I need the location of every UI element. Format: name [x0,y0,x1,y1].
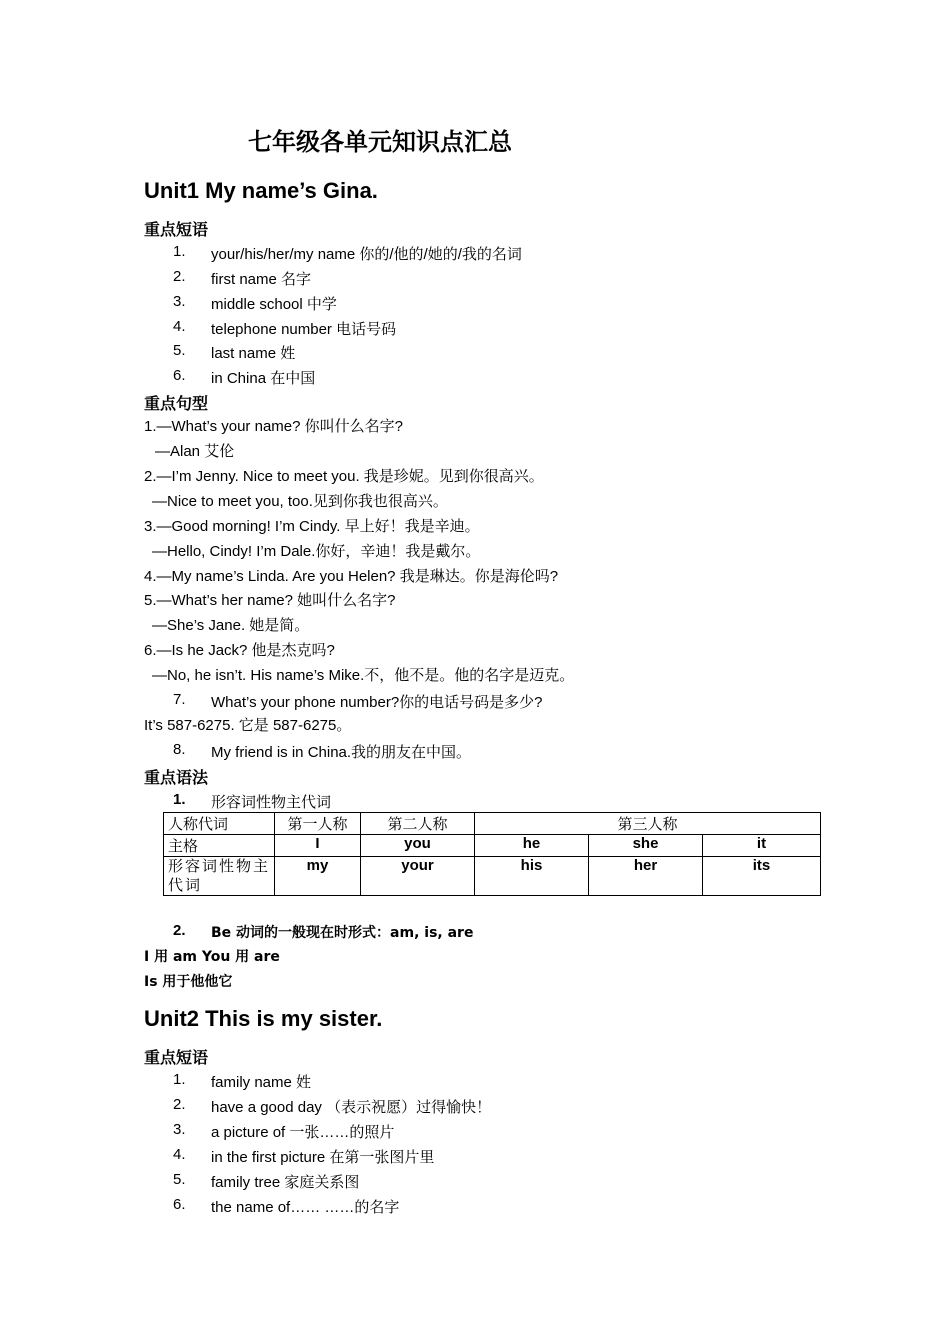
list-number: 1. [173,791,186,808]
table-cell: its [703,857,821,896]
list-number: 4. [173,1146,186,1163]
table-cell: she [589,835,703,857]
list-number: 3. [173,293,186,310]
list-text: family name 姓 [211,1074,312,1091]
table-cell: it [703,835,821,857]
table-cell: I [275,835,361,857]
table-cell: you [361,835,475,857]
list-text: your/his/her/my name 你的/他的/她的/我的名词 [211,246,522,263]
table-cell: he [475,835,589,857]
sentence-line: 1.—What’s your name? 你叫什么名字? [144,418,403,435]
sentence-line: It’s 587-6275. 它是 587-6275。 [144,717,352,734]
pronoun-table [163,812,821,896]
list-text: in the first picture 在第一张图片里 [211,1149,435,1166]
list-text: What’s your phone number?你的电话号码是多少? [211,694,543,711]
list-text: in China 在中国 [211,370,316,387]
sentence-line: 3.—Good morning! I’m Cindy. 早上好！我是辛迪。 [144,518,480,535]
sentence-line: 5.—What’s her name? 她叫什么名字? [144,592,396,609]
sentence-line: —Nice to meet you, too.见到你我也很高兴。 [152,493,448,510]
list-text: last name 姓 [211,345,296,362]
list-text: have a good day （表示祝愿）过得愉快！ [211,1099,492,1116]
table-cell: 第一人称 [275,813,361,835]
grammar-title: Be 动词的一般现在时形式：am, is, are [211,925,474,941]
table-cell: 主格 [164,835,275,857]
list-text: middle school 中学 [211,296,337,313]
list-number: 2. [173,268,186,285]
page-title: 七年级各单元知识点汇总 [248,128,512,156]
list-number: 6. [173,367,186,384]
table-cell: 第二人称 [361,813,475,835]
sentence-line: —Alan 艾伦 [155,443,235,460]
unit2-heading: Unit2 This is my sister. [144,1006,383,1031]
table-row [164,857,821,896]
unit1-sentences-heading: 重点句型 [144,394,209,413]
grammar-title: 形容词性物主代词 [211,793,332,811]
table-cell: 第三人称 [475,813,821,835]
sentence-line: —She’s Jane. 她是简。 [152,617,310,634]
table-cell: his [475,857,589,896]
unit1-heading: Unit1 My name’s Gina. [144,178,378,203]
list-number: 2. [173,1096,186,1113]
table-cell: your [361,857,475,896]
list-text: telephone number 电话号码 [211,321,397,338]
list-text: a picture of 一张……的照片 [211,1124,395,1141]
unit2-phrases-heading: 重点短语 [144,1048,209,1067]
table-cell: her [589,857,703,896]
list-number: 3. [173,1121,186,1138]
list-text: first name 名字 [211,271,312,288]
table-row [164,813,821,835]
table-row [164,835,821,857]
table-cell: 形容词性物主代词 [164,857,275,896]
list-text: the name of…… ……的名字 [211,1199,400,1216]
table-cell: 人称代词 [164,813,275,835]
grammar-note: Is 用于他他它 [144,974,233,990]
list-number: 4. [173,318,186,335]
sentence-line: —Hello, Cindy! I’m Dale.你好，辛迪！我是戴尔。 [152,543,481,560]
list-number: 7. [173,691,186,708]
unit1-phrases-heading: 重点短语 [144,220,209,239]
sentence-line: 2.—I’m Jenny. Nice to meet you. 我是珍妮。见到你很高兴。 [144,468,544,485]
list-number: 5. [173,1171,186,1188]
list-number: 2. [173,922,186,939]
grammar-note: I 用 am You 用 are [144,949,280,965]
sentence-line: 6.—Is he Jack? 他是杰克吗? [144,642,335,659]
sentence-line: 4.—My name’s Linda. Are you Helen? 我是琳达。你是海伦吗? [144,568,559,585]
list-text: My friend is in China.我的朋友在中国。 [211,744,472,761]
list-number: 8. [173,741,186,758]
list-number: 6. [173,1196,186,1213]
list-number: 1. [173,1071,186,1088]
unit1-grammar-heading: 重点语法 [144,768,209,787]
sentence-line: —No, he isn’t. His name’s Mike.不，他不是。他的名字是迈克。 [152,667,575,684]
list-number: 5. [173,342,186,359]
list-number: 1. [173,243,186,260]
table-cell: my [275,857,361,896]
list-text: family tree 家庭关系图 [211,1174,360,1191]
